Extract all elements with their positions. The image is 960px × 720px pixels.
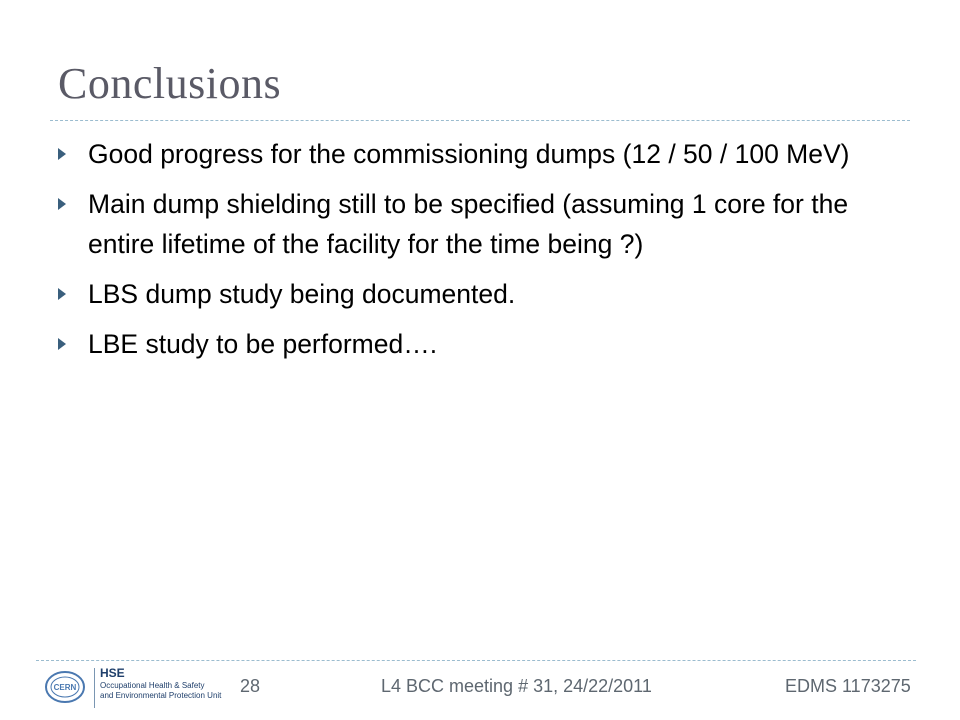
- bullet-list: [56, 134, 916, 374]
- bullet-text: LBS dump study being documented.: [88, 279, 516, 309]
- title-divider: [50, 120, 910, 121]
- bullet-item: [56, 324, 916, 364]
- logo-separator: [94, 668, 95, 708]
- bullet-item: [56, 274, 916, 314]
- triangle-bullet-icon: [58, 148, 66, 160]
- page-number: 28: [240, 676, 261, 696]
- triangle-bullet-icon: [58, 338, 66, 350]
- cern-logo-icon: [44, 670, 86, 704]
- bullet-item: [56, 184, 916, 264]
- triangle-bullet-icon: [58, 288, 66, 300]
- slide-title: Conclusions: [58, 59, 282, 108]
- svg-text:CERN: CERN: [53, 683, 77, 692]
- triangle-bullet-icon: [58, 198, 66, 210]
- bullet-text: Good progress for the commissioning dumps (12 / 50 / 100 MeV): [88, 139, 850, 169]
- bullet-text: LBE study to be performed….: [88, 329, 438, 359]
- hse-logo-line2: and Environmental Protection Unit: [100, 691, 222, 700]
- hse-logo-line1: Occupational Health & Safety: [100, 681, 205, 690]
- footer-divider: [36, 660, 916, 661]
- footer-edms-text: EDMS 1173275: [785, 676, 911, 696]
- hse-logo-title: HSE: [100, 666, 125, 680]
- bullet-text: Main dump shielding still to be specified (assuming 1 core for the entire lifetime of the facility for the time being ?): [88, 189, 849, 259]
- bullet-item: [56, 134, 916, 174]
- footer-meeting-text: L4 BCC meeting # 31, 24/22/2011: [381, 676, 652, 696]
